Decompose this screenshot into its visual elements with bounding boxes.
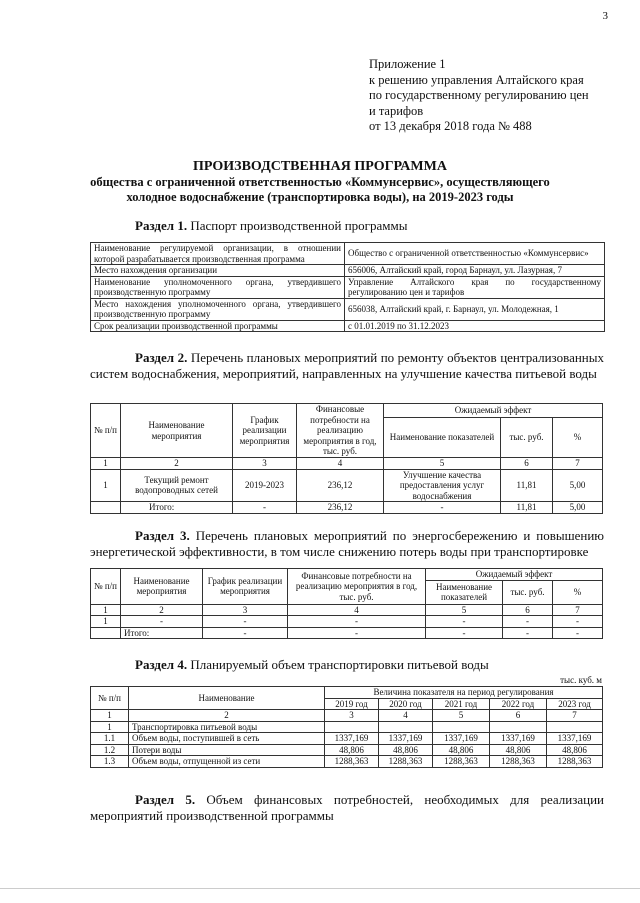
header-finance: Финансовые потребности на реализацию мероприятия в год, тыс. руб. [297,404,384,458]
row-num: 1 [91,721,129,733]
row-value: 1337,169 [433,733,490,745]
page-number: 3 [602,10,608,22]
row-percent: - [553,616,603,628]
header-amount: тыс. руб. [503,580,553,604]
row-value [379,721,433,733]
header-percent: % [553,418,603,458]
header-period: Величина показателя на период регулирования [325,687,603,699]
passport-value: 656006, Алтайский край, город Барнаул, ул. Лазурная, 7 [345,265,605,277]
table-row [91,469,603,502]
col-number: 4 [379,710,433,722]
row-percent: 5,00 [553,469,603,502]
row-num: 1.3 [91,756,129,768]
header-name: Наименование мероприятия [121,569,203,605]
appendix-line: по государственному регулированию цен [369,88,589,102]
passport-key: Срок реализации производственной программы [91,320,345,332]
total-finance: - [288,627,426,639]
appendix-line: к решению управления Алтайского края [369,72,584,87]
total-percent: 5,00 [553,502,603,514]
energy-saving-table [90,568,603,639]
row-finance: - [288,616,426,628]
title-line-2: общества с ограниченной ответственностью «Коммунсервис», осуществляющего [90,175,550,189]
row-value: 1288,363 [547,756,603,768]
total-percent: - [553,627,603,639]
section3-label: Раздел 3. [135,528,190,543]
table-row [91,744,603,756]
row-indicator: - [426,616,503,628]
total-schedule: - [233,502,297,514]
col-number: 6 [490,710,547,722]
header-num: № п/п [91,404,121,458]
header-effect: Ожидаемый эффект [384,404,603,418]
total-row [91,627,603,639]
col-number: 6 [501,458,553,470]
title-line-1: ПРОИЗВОДСТВЕННАЯ ПРОГРАММА [193,159,447,174]
total-empty [91,627,121,639]
row-value: 1337,169 [379,733,433,745]
passport-table [90,242,605,332]
section4-label: Раздел 4. [135,657,188,672]
header-year: 2023 год [547,698,603,710]
col-number: 5 [384,458,501,470]
header-name: Наименование мероприятия [121,404,233,458]
header-name: Наименование [129,687,325,710]
row-num: 1.1 [91,733,129,745]
passport-value: с 01.01.2019 по 31.12.2023 [345,320,605,332]
col-number: 5 [433,710,490,722]
passport-key: Место нахождения организации [91,265,345,277]
col-number: 2 [121,458,233,470]
column-number-row [91,458,603,470]
total-amount: - [503,627,553,639]
total-finance: 236,12 [297,502,384,514]
table-header-row [91,569,603,581]
row-name: Транспортировка питьевой воды [129,721,325,733]
header-year: 2019 год [325,698,379,710]
appendix-line: и тарифов [369,103,424,118]
appendix-line: от 13 декабря 2018 года № 488 [369,119,532,133]
passport-value: Управление Алтайского края по государственному регулированию цен и тарифов [345,276,605,298]
total-schedule: - [203,627,288,639]
header-year: 2020 год [379,698,433,710]
total-indicator: - [426,627,503,639]
col-number: 7 [547,710,603,722]
header-indicator: Наименование показателей [384,418,501,458]
header-num: № п/п [91,569,121,605]
table-row [91,298,605,320]
col-number: 1 [91,710,129,722]
unit-label: тыс. куб. м [560,675,602,685]
passport-value: Общество с ограниченной ответственностью «Коммунсервис» [345,243,605,265]
row-amount: 11,81 [501,469,553,502]
col-number: 1 [91,458,121,470]
total-empty [91,502,121,514]
col-number: 2 [129,710,325,722]
passport-key: Наименование уполномоченного органа, утвердившего производственную программу [91,276,345,298]
col-number: 7 [553,604,603,616]
section2-label: Раздел 2. [135,350,188,365]
header-schedule: График реализации мероприятия [233,404,297,458]
col-number: 2 [121,604,203,616]
section1-text: Паспорт производственной программы [190,218,408,233]
section1-label: Раздел 1. [135,218,188,233]
document-title [80,159,560,205]
table-row [91,243,605,265]
row-schedule: 2019-2023 [233,469,297,502]
col-number: 5 [426,604,503,616]
header-indicator: Наименование показателей [426,580,503,604]
col-number: 4 [288,604,426,616]
row-name: Объем воды, отпущенной из сети [129,756,325,768]
row-value: 48,806 [490,744,547,756]
row-value: 1288,363 [325,756,379,768]
row-value: 48,806 [325,744,379,756]
header-finance: Финансовые потребности на реализацию мероприятия в год, тыс. руб. [288,569,426,605]
total-amount: 11,81 [501,502,553,514]
section3-text: Перечень плановых мероприятий по энергосбережению и повышению энергетической эффективности, в том числе снижению потерь воды при транспортировке [90,528,604,559]
table-row [91,756,603,768]
row-amount: - [503,616,553,628]
row-finance: 236,12 [297,469,384,502]
table-row [91,265,605,277]
row-num: 1 [91,469,121,502]
header-year: 2022 год [490,698,547,710]
col-number: 3 [233,458,297,470]
row-value: 1337,169 [490,733,547,745]
row-name: Объем воды, поступившей в сеть [129,733,325,745]
passport-key: Наименование регулируемой организации, в отношении которой разрабатывается производственная программа [91,243,345,265]
column-number-row [91,710,603,722]
col-number: 4 [297,458,384,470]
table-row [91,616,603,628]
header-num: № п/п [91,687,129,710]
row-indicator: Улучшение качества предоставления услуг водоснабжения [384,469,501,502]
row-value: 1337,169 [547,733,603,745]
repair-measures-table [90,403,603,514]
section2-text: Перечень плановых мероприятий по ремонту объектов централизованных систем водоснабжения, мероприятий, направленных на улучшение качества питьевой воды [90,350,604,381]
page-bottom-divider [0,888,640,889]
water-volume-table [90,686,603,768]
total-label: Итого: [121,502,233,514]
row-value: 48,806 [433,744,490,756]
section1-heading [135,218,407,234]
appendix-block [369,57,589,135]
table-row [91,721,603,733]
header-year: 2021 год [433,698,490,710]
col-number: 7 [553,458,603,470]
row-num: 1.2 [91,744,129,756]
row-name: Текущий ремонт водопроводных сетей [121,469,233,502]
section3-heading [90,528,604,559]
row-value: 48,806 [379,744,433,756]
total-label: Итого: [121,627,203,639]
col-number: 3 [325,710,379,722]
row-value [325,721,379,733]
header-percent: % [553,580,603,604]
passport-key: Место нахождения уполномоченного органа, утвердившего производственную программу [91,298,345,320]
table-header-row [91,687,603,699]
section4-text: Планируемый объем транспортировки питьевой воды [190,657,489,672]
row-name: - [121,616,203,628]
passport-value: 656038, Алтайский край, г. Барнаул, ул. Молодежная, 1 [345,298,605,320]
header-schedule: График реализации мероприятия [203,569,288,605]
col-number: 3 [203,604,288,616]
row-value: 1288,363 [433,756,490,768]
total-row [91,502,603,514]
section2-heading [90,350,604,381]
row-value [490,721,547,733]
table-header-row [91,404,603,418]
table-row [91,320,605,332]
row-name: Потери воды [129,744,325,756]
title-line-3: холодное водоснабжение (транспортировка воды), на 2019-2023 годы [126,190,514,204]
row-value [433,721,490,733]
row-value: 48,806 [547,744,603,756]
row-value: 1288,363 [490,756,547,768]
column-number-row [91,604,603,616]
row-num: 1 [91,616,121,628]
header-amount: тыс. руб. [501,418,553,458]
total-indicator: - [384,502,501,514]
row-schedule: - [203,616,288,628]
section5-heading [90,792,604,823]
col-number: 1 [91,604,121,616]
section5-label: Раздел 5. [135,792,196,807]
header-effect: Ожидаемый эффект [426,569,603,581]
table-row [91,276,605,298]
row-value: 1337,169 [325,733,379,745]
table-row [91,733,603,745]
row-value [547,721,603,733]
appendix-line: Приложение 1 [369,57,446,71]
row-value: 1288,363 [379,756,433,768]
col-number: 6 [503,604,553,616]
section4-heading [135,657,489,673]
section5-text: Объем финансовых потребностей, необходимых для реализации мероприятий производственной программы [90,792,605,823]
